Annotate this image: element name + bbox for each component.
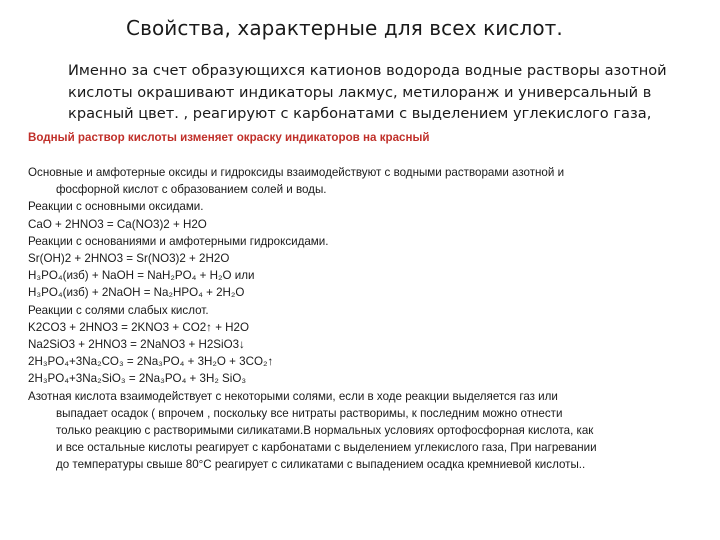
text-line: Азотная кислота взаимодействует с некоторыми солями, если в ходе реакции выделяется газ или <box>28 389 558 403</box>
equation: H₃PO₄(изб) + 2NaOH = Na₂HPO₄ + 2H₂O <box>28 286 245 300</box>
reactions-text <box>28 164 712 474</box>
text-line: фосфорной кислот с образованием солей и воды. <box>56 183 327 197</box>
equation: 2H₃PO₄+3Na₂SiO₃ = 2Na₃PO₄ + 3H₂ SiO₃ <box>28 372 247 386</box>
text-line: Основные и амфотерные оксиды и гидроксиды взаимодействуют с водными растворами азотной и <box>28 166 565 179</box>
intro-line: красный цвет. , реагируют с карбонатами с выделением углекислого газа, <box>68 105 652 122</box>
equation: H₃PO₄(изб) + NaOH = NaH₂PO₄ + H₂O или <box>28 269 255 283</box>
intro-line: Именно за счет образующихся катионов водорода водные растворы азотной <box>68 62 667 79</box>
text-line: только реакцию с растворимыми силикатами.В нормальных условиях ортофосфорная кислота, как <box>56 424 594 438</box>
highlight-statement: Водный раствор кислоты изменяет окраску индикаторов на красный <box>28 131 430 144</box>
intro-paragraph <box>68 60 708 125</box>
equation: CaO + 2HNO3 = Ca(NO3)2 + H2O <box>28 217 207 231</box>
equation: 2H₃PO₄+3Na₂CO₃ = 2Na₃PO₄ + 3H₂O + 3CO₂↑ <box>28 355 274 369</box>
equation: Na2SiO3 + 2HNO3 = 2NaNO3 + H2SiO3↓ <box>28 338 245 352</box>
intro-line: кислоты окрашивают индикаторы лакмус, метилоранж и универсальный в <box>68 83 652 101</box>
text-line: выпадает осадок ( впрочем , поскольку все нитраты растворимы, к последним можно отнести <box>56 406 563 420</box>
section-heading: Реакции с основаниями и амфотерными гидроксидами. <box>28 234 329 248</box>
text-line: и все остальные кислоты реагирует с карбонатами с выделением углекислого газа, При нагревании <box>56 441 597 455</box>
equation: Sr(OH)2 + 2HNO3 = Sr(NO3)2 + 2H2O <box>28 252 230 266</box>
slide-title: Свойства, характерные для всех кислот. <box>126 16 563 40</box>
text-line: до температуры свыше 80°С реагирует с силикатами с выпадением осадка кремниевой кислоты.. <box>56 458 586 472</box>
section-heading: Реакции с солями слабых кислот. <box>28 303 209 317</box>
equation: K2CO3 + 2HNO3 = 2KNO3 + CO2↑ + H2O <box>28 320 250 334</box>
section-heading: Реакции с основными оксидами. <box>28 200 204 214</box>
